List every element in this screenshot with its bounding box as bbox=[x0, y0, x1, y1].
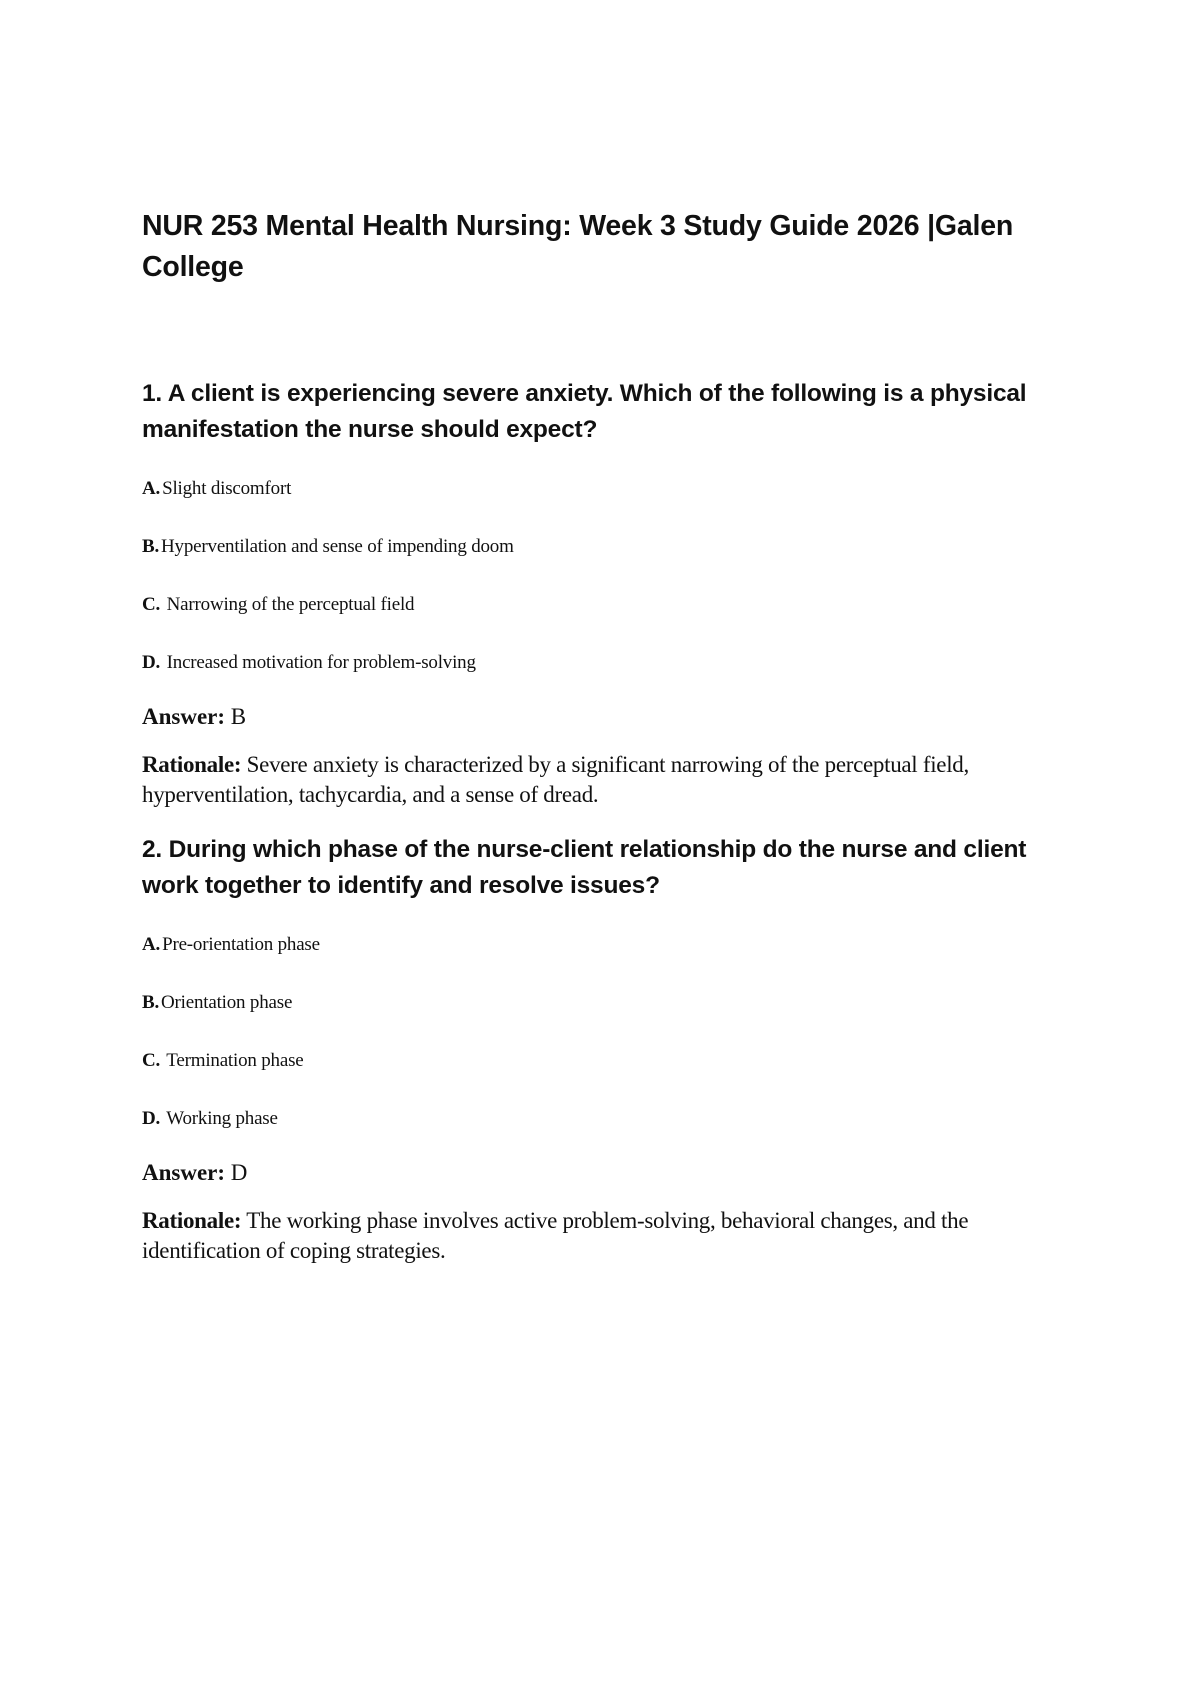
option-b bbox=[142, 990, 1062, 1016]
option-text: Increased motivation for problem-solving bbox=[166, 652, 476, 673]
option-b bbox=[142, 534, 1062, 560]
question-1 bbox=[142, 376, 1062, 810]
option-letter: A. bbox=[142, 478, 161, 499]
option-letter: C. bbox=[142, 1050, 161, 1071]
document-title: NUR 253 Mental Health Nursing: Week 3 Study Guide 2026 |Galen College bbox=[142, 210, 1014, 283]
rationale bbox=[142, 750, 1062, 810]
option-c bbox=[142, 1048, 1062, 1074]
option-c bbox=[142, 592, 1062, 618]
answer-value: D bbox=[230, 1160, 248, 1185]
options-list bbox=[142, 476, 1062, 676]
answer-label: Answer: bbox=[142, 704, 226, 729]
option-a bbox=[142, 476, 1062, 502]
option-letter: D. bbox=[142, 1108, 161, 1129]
option-text: Hyperventilation and sense of impending doom bbox=[161, 536, 514, 557]
answer-label: Answer: bbox=[142, 1160, 226, 1185]
option-letter: C. bbox=[142, 594, 161, 615]
option-text: Termination phase bbox=[166, 1050, 304, 1071]
rationale-text: Severe anxiety is characterized by a significant narrowing of the perceptual field, hyperventilation, tachycardia, and a sense of dread. bbox=[142, 752, 969, 807]
question-text: 1. A client is experiencing severe anxiety. Which of the following is a physical manifestation the nurse should expect? bbox=[142, 380, 1027, 443]
question-text: 2. During which phase of the nurse-client relationship do the nurse and client work together to identify and resolve issues? bbox=[142, 836, 1027, 899]
answer-value: B bbox=[230, 704, 247, 729]
option-letter: D. bbox=[142, 652, 161, 673]
options-list bbox=[142, 932, 1062, 1132]
answer-line bbox=[142, 1158, 1062, 1188]
option-d bbox=[142, 650, 1062, 676]
option-a bbox=[142, 932, 1062, 958]
option-text: Slight discomfort bbox=[162, 478, 292, 499]
option-letter: A. bbox=[142, 934, 161, 955]
rationale-label: Rationale: bbox=[142, 1208, 242, 1233]
option-letter: B. bbox=[142, 536, 160, 557]
option-text: Working phase bbox=[166, 1108, 278, 1129]
option-d bbox=[142, 1106, 1062, 1132]
rationale-label: Rationale: bbox=[142, 752, 242, 777]
option-text: Orientation phase bbox=[161, 992, 293, 1013]
answer-line bbox=[142, 702, 1062, 732]
option-text: Pre-orientation phase bbox=[162, 934, 320, 955]
document-page bbox=[142, 206, 1062, 1288]
option-letter: B. bbox=[142, 992, 160, 1013]
rationale bbox=[142, 1206, 1062, 1266]
rationale-text: The working phase involves active problem-solving, behavioral changes, and the identification of coping strategies. bbox=[142, 1208, 969, 1263]
option-text: Narrowing of the perceptual field bbox=[166, 594, 415, 615]
question-2 bbox=[142, 832, 1062, 1266]
